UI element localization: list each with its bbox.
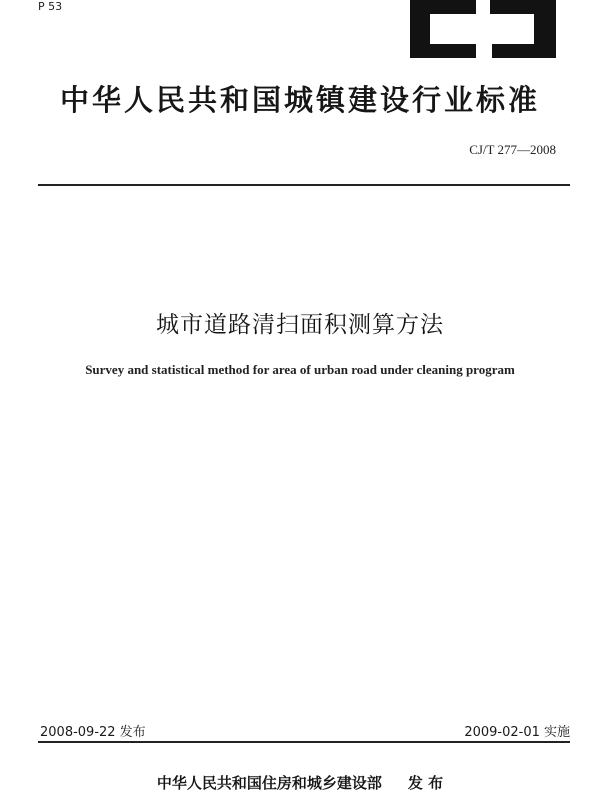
classification-code: P 53 [38,0,63,13]
issuer-line [0,772,600,793]
cj-logo [406,0,558,58]
bottom-divider [38,741,570,743]
cj-logo-mark [406,0,558,58]
document-title-cn: 城市道路清扫面积测算方法 [156,312,444,338]
implement-date: 2009-02-01 实施 [464,725,570,740]
issuer-name: 中华人民共和国住房和城乡建设部 [156,774,382,792]
industry-standard-title: 中华人民共和国城镇建设行业标准 [59,83,540,117]
standard-number: CJ/T 277—2008 [469,142,556,157]
document-title-en: Survey and statistical method for area of urban road under cleaning program [85,362,515,377]
issue-word: 发 布 [407,774,444,792]
publish-date: 2008-09-22 发布 [40,725,146,740]
top-divider [38,184,570,186]
